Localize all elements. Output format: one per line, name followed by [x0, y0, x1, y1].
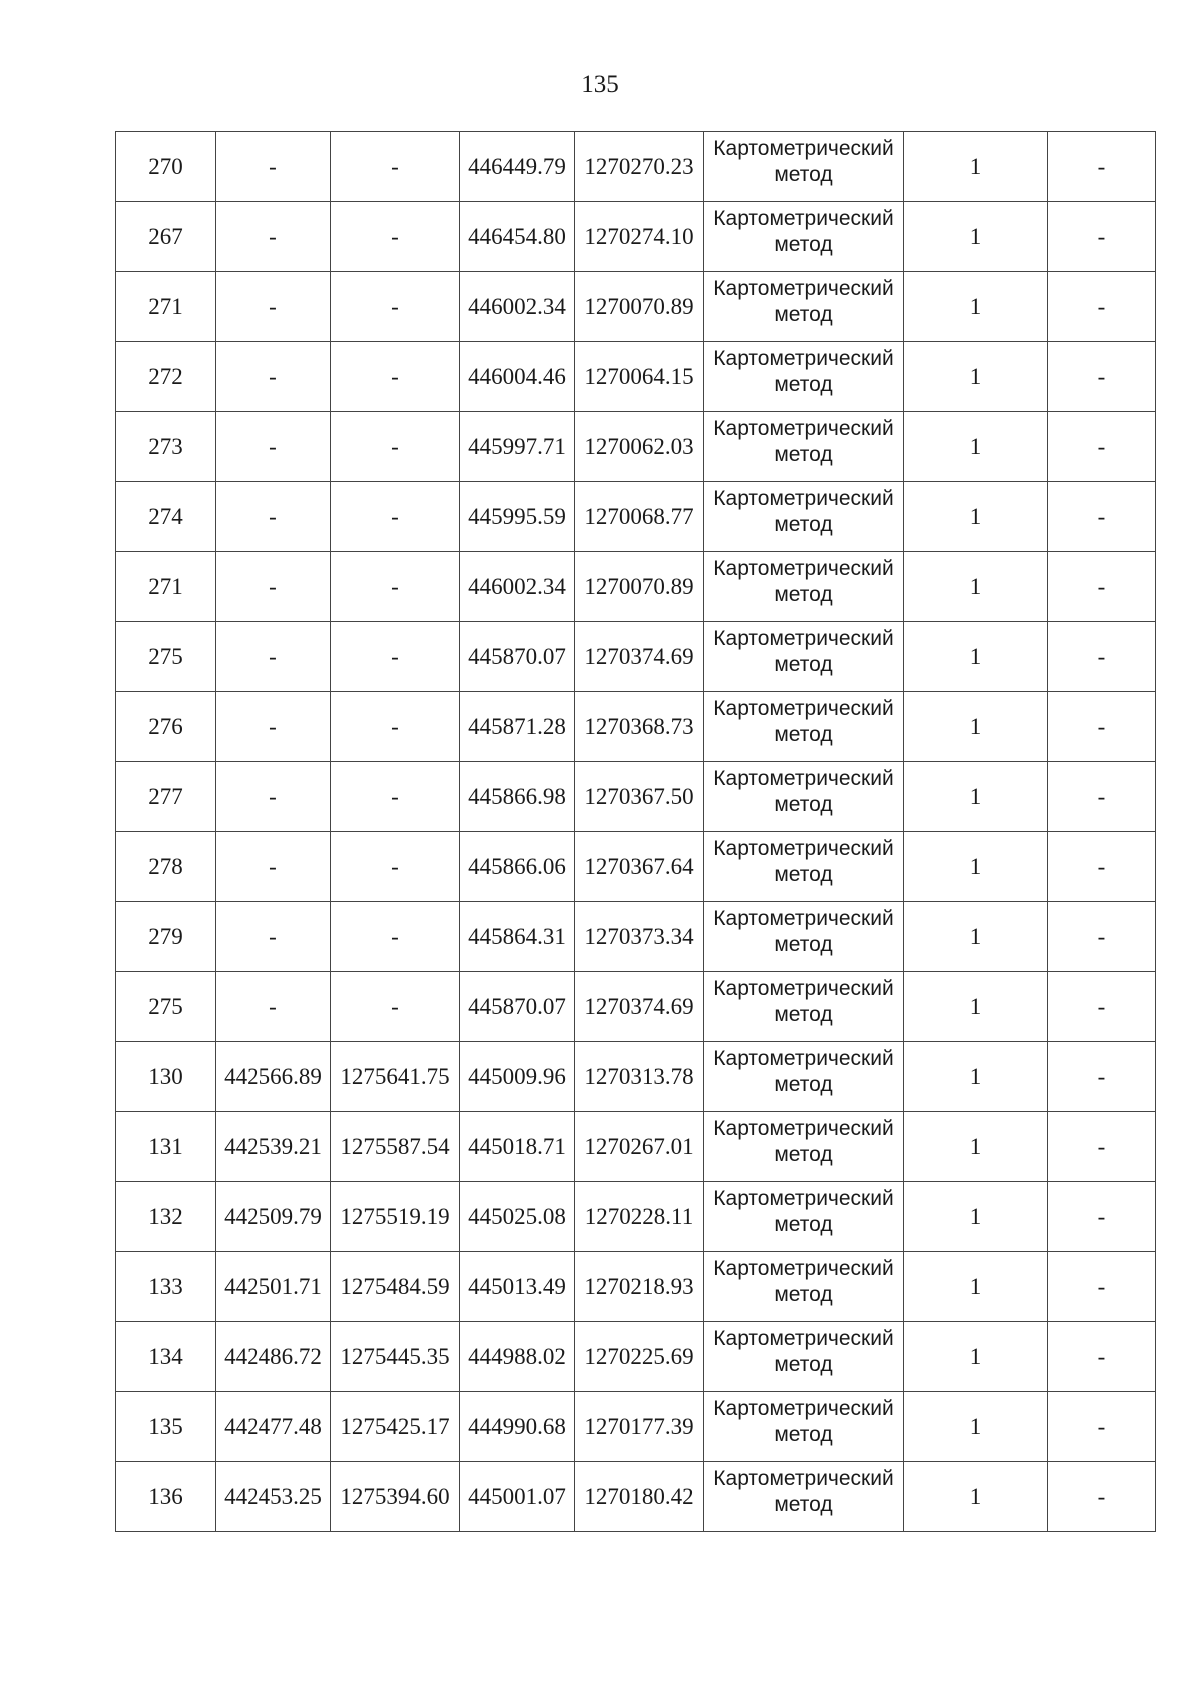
point-number-cell: 136 — [116, 1462, 216, 1532]
existing-x-cell: - — [216, 342, 331, 412]
method-line-1: Картометрический — [713, 347, 894, 370]
method-line-1: Картометрический — [713, 487, 894, 510]
existing-y-cell: - — [331, 762, 460, 832]
existing-y-cell: 1275587.54 — [331, 1112, 460, 1182]
accuracy-cell: 1 — [904, 1322, 1048, 1392]
method-line-2: метод — [774, 583, 833, 606]
accuracy-cell: 1 — [904, 762, 1048, 832]
existing-y-cell: - — [331, 622, 460, 692]
method-cell — [704, 272, 904, 342]
new-y-cell: 1270267.01 — [575, 1112, 704, 1182]
existing-y-cell: - — [331, 972, 460, 1042]
method-line-1: Картометрический — [713, 277, 894, 300]
method-line-1: Картометрический — [713, 907, 894, 930]
new-y-cell: 1270218.93 — [575, 1252, 704, 1322]
method-line-1: Картометрический — [713, 767, 894, 790]
note-cell: - — [1048, 1112, 1156, 1182]
method-cell — [704, 1462, 904, 1532]
table-row — [116, 272, 1156, 342]
method-line-2: метод — [774, 163, 833, 186]
new-x-cell: 445997.71 — [460, 412, 575, 482]
note-cell: - — [1048, 482, 1156, 552]
point-number-cell: 273 — [116, 412, 216, 482]
method-line-2: метод — [774, 1003, 833, 1026]
point-number-cell: 270 — [116, 132, 216, 202]
point-number-cell: 272 — [116, 342, 216, 412]
new-x-cell: 445995.59 — [460, 482, 575, 552]
existing-x-cell: - — [216, 762, 331, 832]
new-y-cell: 1270225.69 — [575, 1322, 704, 1392]
note-cell: - — [1048, 1252, 1156, 1322]
accuracy-cell: 1 — [904, 1462, 1048, 1532]
existing-x-cell: 442509.79 — [216, 1182, 331, 1252]
method-cell — [704, 622, 904, 692]
method-line-1: Картометрический — [713, 417, 894, 440]
new-x-cell: 445870.07 — [460, 972, 575, 1042]
table-row — [116, 972, 1156, 1042]
table-row — [116, 482, 1156, 552]
point-number-cell: 134 — [116, 1322, 216, 1392]
new-y-cell: 1270367.64 — [575, 832, 704, 902]
method-line-1: Картометрический — [713, 977, 894, 1000]
accuracy-cell: 1 — [904, 552, 1048, 622]
new-x-cell: 446449.79 — [460, 132, 575, 202]
new-x-cell: 445864.31 — [460, 902, 575, 972]
page-number: 135 — [581, 71, 619, 98]
coordinates-table — [115, 131, 1156, 1532]
existing-x-cell: - — [216, 412, 331, 482]
existing-x-cell: 442477.48 — [216, 1392, 331, 1462]
method-cell — [704, 1252, 904, 1322]
new-y-cell: 1270374.69 — [575, 622, 704, 692]
table-row — [116, 202, 1156, 272]
point-number-cell: 135 — [116, 1392, 216, 1462]
method-line-2: метод — [774, 1423, 833, 1446]
note-cell: - — [1048, 1462, 1156, 1532]
point-number-cell: 275 — [116, 972, 216, 1042]
method-line-2: метод — [774, 373, 833, 396]
existing-x-cell: 442566.89 — [216, 1042, 331, 1112]
point-number-cell: 275 — [116, 622, 216, 692]
table-row — [116, 342, 1156, 412]
method-line-1: Картометрический — [713, 1047, 894, 1070]
method-line-1: Картометрический — [713, 1257, 894, 1280]
new-y-cell: 1270367.50 — [575, 762, 704, 832]
accuracy-cell: 1 — [904, 1182, 1048, 1252]
note-cell: - — [1048, 1042, 1156, 1112]
new-y-cell: 1270374.69 — [575, 972, 704, 1042]
accuracy-cell: 1 — [904, 622, 1048, 692]
method-line-1: Картометрический — [713, 207, 894, 230]
method-cell — [704, 412, 904, 482]
new-y-cell: 1270373.34 — [575, 902, 704, 972]
note-cell: - — [1048, 202, 1156, 272]
accuracy-cell: 1 — [904, 1042, 1048, 1112]
method-cell — [704, 902, 904, 972]
existing-y-cell: - — [331, 482, 460, 552]
note-cell: - — [1048, 1322, 1156, 1392]
method-line-2: метод — [774, 303, 833, 326]
existing-y-cell: - — [331, 272, 460, 342]
new-y-cell: 1270068.77 — [575, 482, 704, 552]
existing-y-cell: - — [331, 832, 460, 902]
table-row — [116, 1042, 1156, 1112]
table-row — [116, 622, 1156, 692]
table-row — [116, 1322, 1156, 1392]
note-cell: - — [1048, 1182, 1156, 1252]
new-x-cell: 445009.96 — [460, 1042, 575, 1112]
method-line-2: метод — [774, 1283, 833, 1306]
new-x-cell: 445870.07 — [460, 622, 575, 692]
table-row — [116, 1392, 1156, 1462]
method-cell — [704, 1042, 904, 1112]
method-line-1: Картометрический — [713, 1397, 894, 1420]
method-line-1: Картометрический — [713, 837, 894, 860]
point-number-cell: 274 — [116, 482, 216, 552]
accuracy-cell: 1 — [904, 342, 1048, 412]
accuracy-cell: 1 — [904, 972, 1048, 1042]
existing-x-cell: - — [216, 692, 331, 762]
existing-y-cell: 1275445.35 — [331, 1322, 460, 1392]
table-row — [116, 692, 1156, 762]
note-cell: - — [1048, 412, 1156, 482]
method-line-1: Картометрический — [713, 697, 894, 720]
new-x-cell: 446004.46 — [460, 342, 575, 412]
note-cell: - — [1048, 902, 1156, 972]
method-line-2: метод — [774, 513, 833, 536]
table-row — [116, 762, 1156, 832]
method-line-2: метод — [774, 933, 833, 956]
new-y-cell: 1270228.11 — [575, 1182, 704, 1252]
point-number-cell: 132 — [116, 1182, 216, 1252]
method-cell — [704, 202, 904, 272]
method-line-2: метод — [774, 793, 833, 816]
method-line-2: метод — [774, 1493, 833, 1516]
existing-x-cell: - — [216, 972, 331, 1042]
new-y-cell: 1270177.39 — [575, 1392, 704, 1462]
table-row — [116, 1182, 1156, 1252]
method-line-2: метод — [774, 863, 833, 886]
point-number-cell: 267 — [116, 202, 216, 272]
method-line-1: Картометрический — [713, 1187, 894, 1210]
new-y-cell: 1270064.15 — [575, 342, 704, 412]
new-x-cell: 445025.08 — [460, 1182, 575, 1252]
point-number-cell: 278 — [116, 832, 216, 902]
table-row — [116, 1462, 1156, 1532]
existing-y-cell: - — [331, 692, 460, 762]
note-cell: - — [1048, 342, 1156, 412]
method-line-2: метод — [774, 1073, 833, 1096]
table-row — [116, 552, 1156, 622]
method-line-1: Картометрический — [713, 1117, 894, 1140]
existing-x-cell: - — [216, 202, 331, 272]
new-y-cell: 1270274.10 — [575, 202, 704, 272]
existing-y-cell: - — [331, 552, 460, 622]
existing-x-cell: 442539.21 — [216, 1112, 331, 1182]
existing-x-cell: 442453.25 — [216, 1462, 331, 1532]
method-line-2: метод — [774, 1143, 833, 1166]
method-line-2: метод — [774, 233, 833, 256]
method-cell — [704, 482, 904, 552]
point-number-cell: 130 — [116, 1042, 216, 1112]
new-x-cell: 445866.98 — [460, 762, 575, 832]
method-line-2: метод — [774, 653, 833, 676]
existing-x-cell: - — [216, 552, 331, 622]
existing-x-cell: - — [216, 622, 331, 692]
point-number-cell: 271 — [116, 272, 216, 342]
existing-y-cell: - — [331, 902, 460, 972]
method-cell — [704, 972, 904, 1042]
accuracy-cell: 1 — [904, 692, 1048, 762]
existing-x-cell: - — [216, 902, 331, 972]
new-x-cell: 445001.07 — [460, 1462, 575, 1532]
point-number-cell: 271 — [116, 552, 216, 622]
method-line-2: метод — [774, 1213, 833, 1236]
method-line-1: Картометрический — [713, 557, 894, 580]
accuracy-cell: 1 — [904, 202, 1048, 272]
table-row — [116, 132, 1156, 202]
new-x-cell: 445866.06 — [460, 832, 575, 902]
existing-y-cell: 1275484.59 — [331, 1252, 460, 1322]
method-line-2: метод — [774, 443, 833, 466]
accuracy-cell: 1 — [904, 412, 1048, 482]
new-x-cell: 446002.34 — [460, 272, 575, 342]
method-cell — [704, 132, 904, 202]
note-cell: - — [1048, 552, 1156, 622]
note-cell: - — [1048, 132, 1156, 202]
method-line-2: метод — [774, 723, 833, 746]
existing-y-cell: - — [331, 342, 460, 412]
note-cell: - — [1048, 832, 1156, 902]
point-number-cell: 277 — [116, 762, 216, 832]
method-cell — [704, 1392, 904, 1462]
accuracy-cell: 1 — [904, 902, 1048, 972]
method-line-1: Картометрический — [713, 1327, 894, 1350]
accuracy-cell: 1 — [904, 482, 1048, 552]
note-cell: - — [1048, 1392, 1156, 1462]
new-x-cell: 445871.28 — [460, 692, 575, 762]
new-x-cell: 445013.49 — [460, 1252, 575, 1322]
note-cell: - — [1048, 972, 1156, 1042]
accuracy-cell: 1 — [904, 1112, 1048, 1182]
table-row — [116, 1112, 1156, 1182]
new-x-cell: 446002.34 — [460, 552, 575, 622]
method-line-2: метод — [774, 1353, 833, 1376]
new-y-cell: 1270070.89 — [575, 272, 704, 342]
existing-x-cell: - — [216, 272, 331, 342]
method-cell — [704, 832, 904, 902]
accuracy-cell: 1 — [904, 1252, 1048, 1322]
new-y-cell: 1270270.23 — [575, 132, 704, 202]
method-cell — [704, 1182, 904, 1252]
existing-y-cell: 1275425.17 — [331, 1392, 460, 1462]
accuracy-cell: 1 — [904, 832, 1048, 902]
new-x-cell: 445018.71 — [460, 1112, 575, 1182]
point-number-cell: 133 — [116, 1252, 216, 1322]
table-row — [116, 412, 1156, 482]
method-cell — [704, 692, 904, 762]
note-cell: - — [1048, 272, 1156, 342]
accuracy-cell: 1 — [904, 272, 1048, 342]
new-y-cell: 1270062.03 — [575, 412, 704, 482]
existing-x-cell: 442501.71 — [216, 1252, 331, 1322]
existing-x-cell: 442486.72 — [216, 1322, 331, 1392]
new-x-cell: 444990.68 — [460, 1392, 575, 1462]
existing-y-cell: - — [331, 132, 460, 202]
note-cell: - — [1048, 762, 1156, 832]
new-y-cell: 1270180.42 — [575, 1462, 704, 1532]
existing-y-cell: 1275641.75 — [331, 1042, 460, 1112]
existing-y-cell: - — [331, 412, 460, 482]
table-row — [116, 832, 1156, 902]
existing-x-cell: - — [216, 832, 331, 902]
table-row — [116, 902, 1156, 972]
point-number-cell: 279 — [116, 902, 216, 972]
existing-x-cell: - — [216, 482, 331, 552]
note-cell: - — [1048, 622, 1156, 692]
method-cell — [704, 762, 904, 832]
method-cell — [704, 1112, 904, 1182]
method-cell — [704, 1322, 904, 1392]
method-cell — [704, 552, 904, 622]
note-cell: - — [1048, 692, 1156, 762]
method-line-1: Картометрический — [713, 627, 894, 650]
point-number-cell: 131 — [116, 1112, 216, 1182]
new-y-cell: 1270368.73 — [575, 692, 704, 762]
table-row — [116, 1252, 1156, 1322]
table-body — [116, 132, 1156, 1532]
existing-y-cell: 1275394.60 — [331, 1462, 460, 1532]
existing-x-cell: - — [216, 132, 331, 202]
accuracy-cell: 1 — [904, 132, 1048, 202]
new-y-cell: 1270070.89 — [575, 552, 704, 622]
method-cell — [704, 342, 904, 412]
method-line-1: Картометрический — [713, 137, 894, 160]
new-x-cell: 446454.80 — [460, 202, 575, 272]
accuracy-cell: 1 — [904, 1392, 1048, 1462]
existing-y-cell: 1275519.19 — [331, 1182, 460, 1252]
existing-y-cell: - — [331, 202, 460, 272]
method-line-1: Картометрический — [713, 1467, 894, 1490]
point-number-cell: 276 — [116, 692, 216, 762]
new-y-cell: 1270313.78 — [575, 1042, 704, 1112]
new-x-cell: 444988.02 — [460, 1322, 575, 1392]
